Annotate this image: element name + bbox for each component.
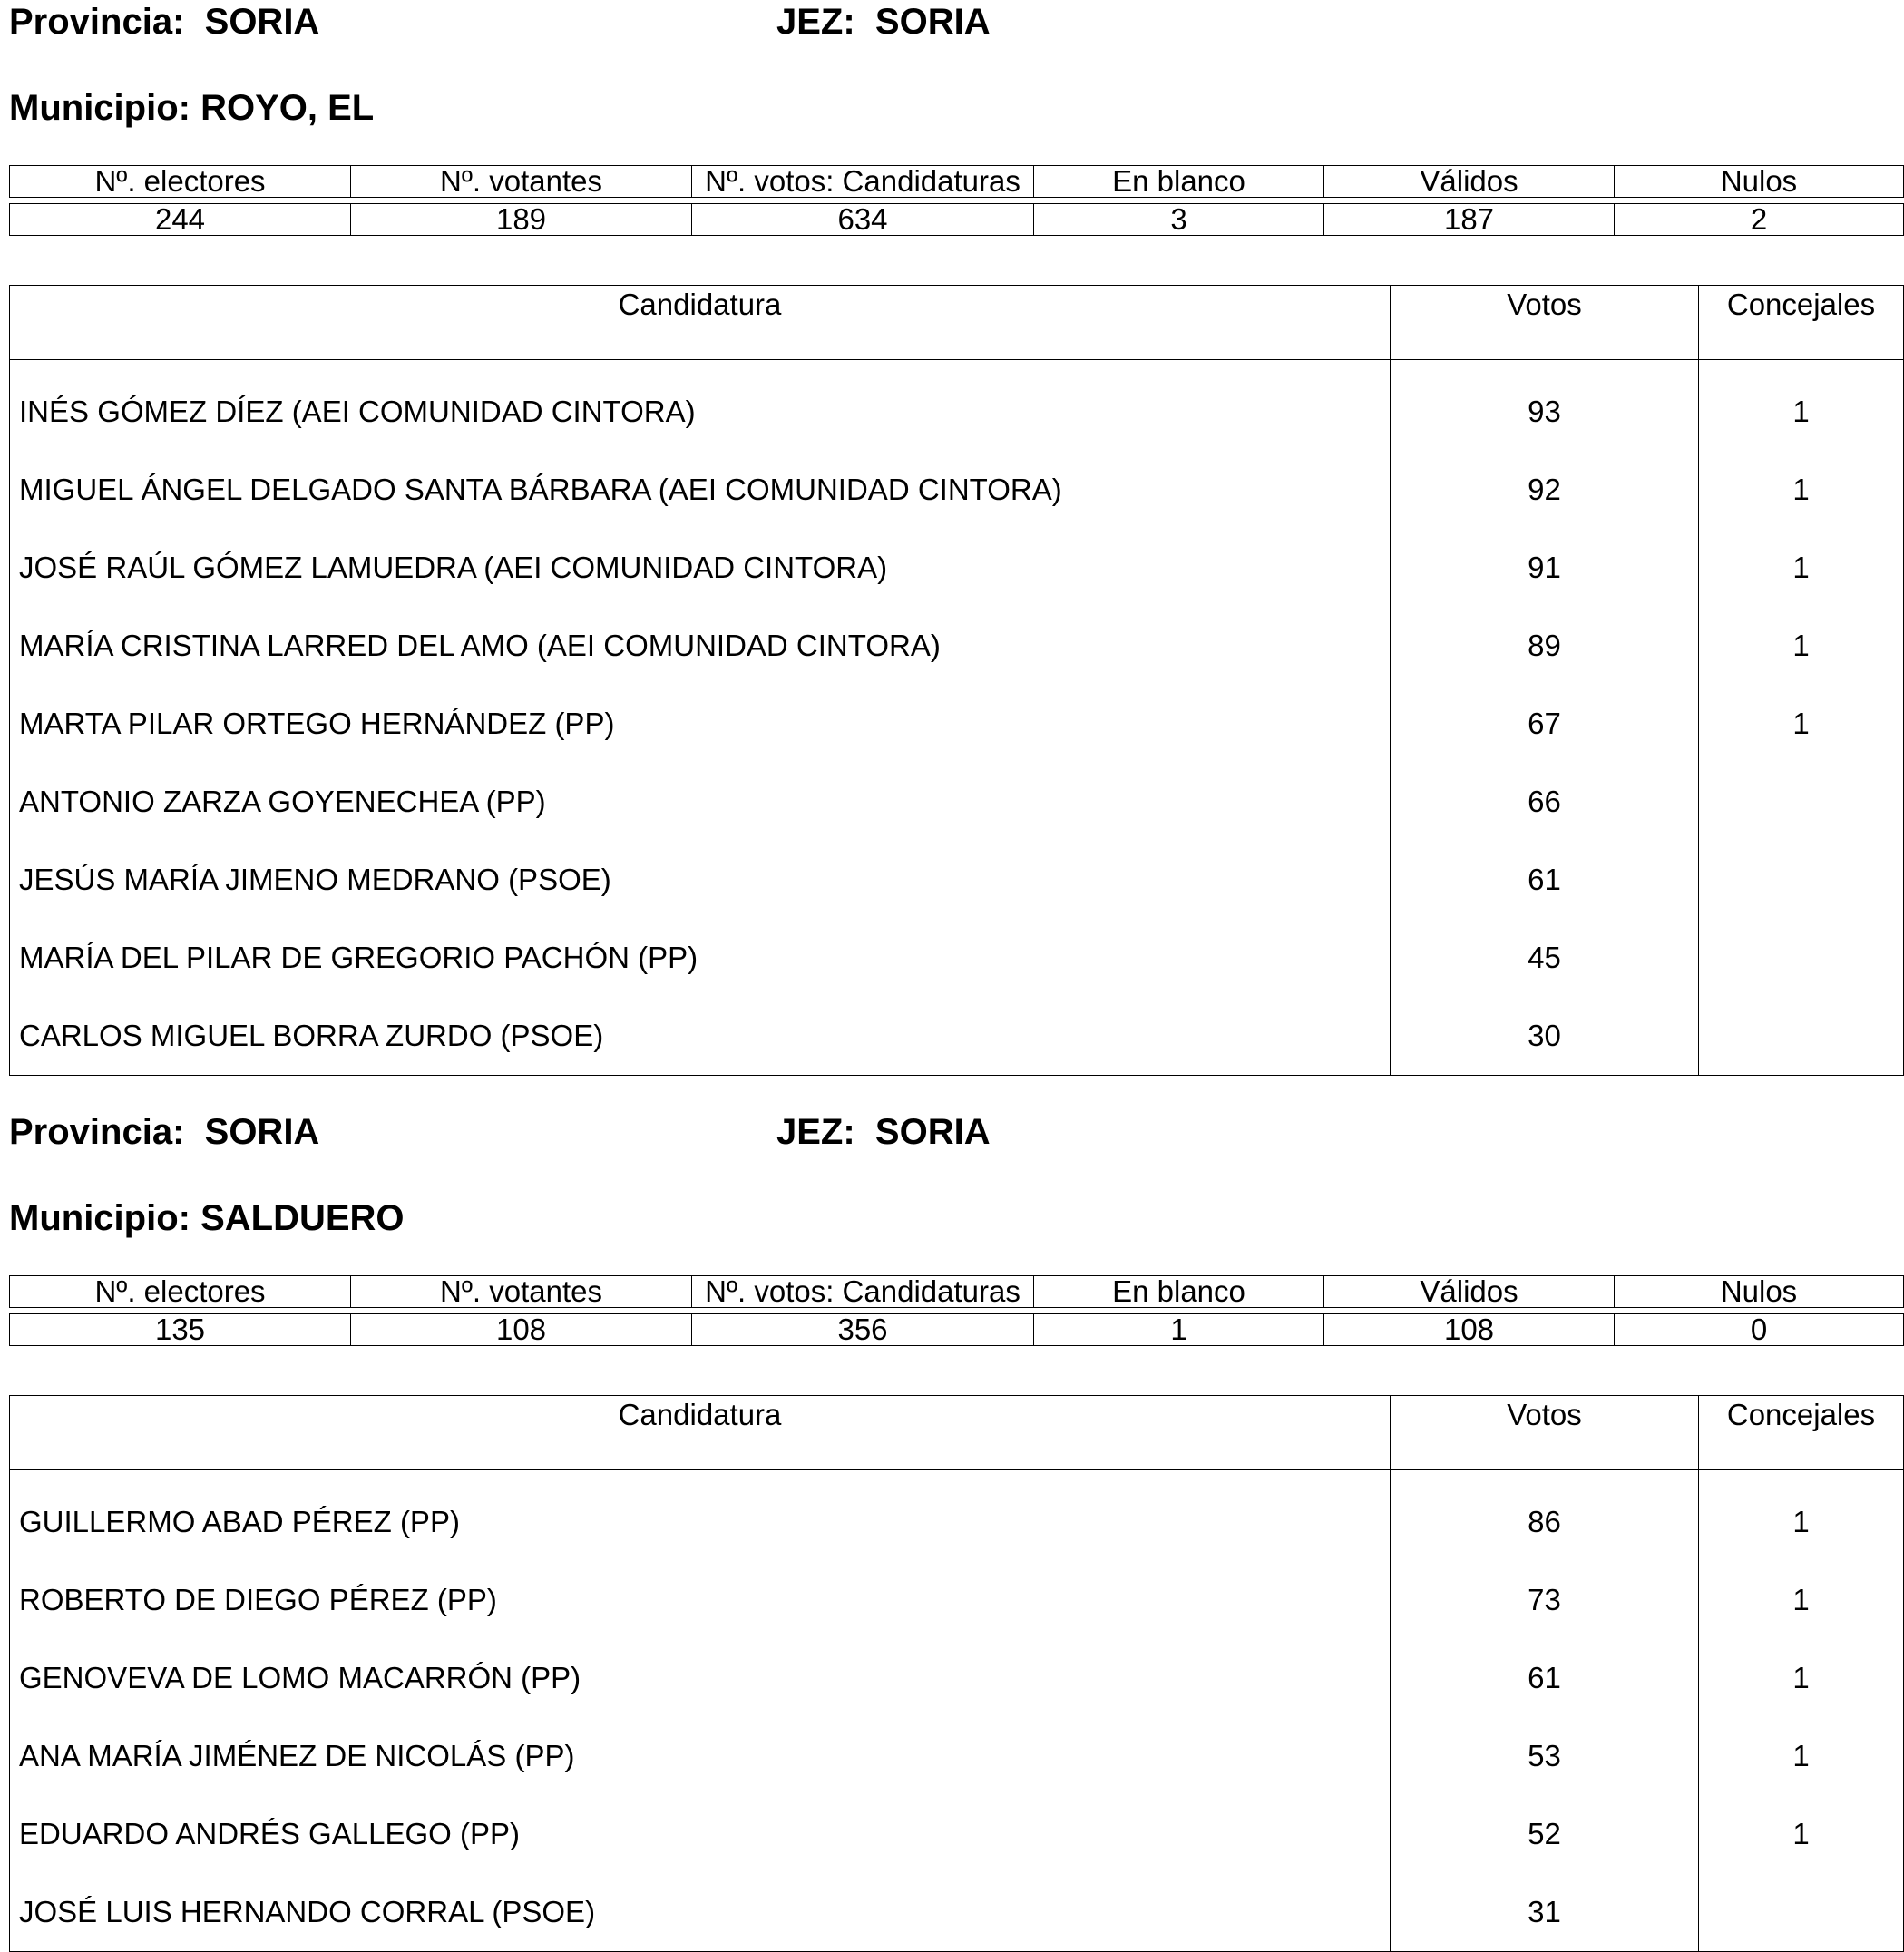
candidate-row — [10, 1795, 1904, 1873]
summary-value-row — [10, 1314, 1904, 1346]
candidates-table — [9, 285, 1904, 1076]
candidate-name: INÉS GÓMEZ DÍEZ (AEI COMUNIDAD CINTORA) — [19, 395, 696, 428]
municipio-label: Municipio: — [9, 1198, 190, 1238]
candidate-name: JESÚS MARÍA JIMENO MEDRANO (PSOE) — [19, 863, 611, 896]
candidate-name: GENOVEVA DE LOMO MACARRÓN (PP) — [19, 1661, 581, 1694]
value-en-blanco: 1 — [1034, 1314, 1324, 1346]
header-concejales: Concejales — [1699, 286, 1904, 360]
jez-header — [776, 1110, 991, 1154]
candidate-name: GUILLERMO ABAD PÉREZ (PP) — [19, 1505, 460, 1538]
value-votantes: 189 — [351, 204, 692, 236]
header-votos-candidaturas: Nº. votos: Candidaturas — [692, 166, 1034, 198]
jez-header — [776, 0, 991, 44]
jez-label: JEZ: — [776, 2, 855, 42]
candidate-row — [10, 1470, 1904, 1562]
header-concejales: Concejales — [1699, 1396, 1904, 1470]
candidate-votos: 31 — [1391, 1873, 1699, 1952]
header-votos: Votos — [1391, 1396, 1699, 1470]
candidate-concejales — [1699, 763, 1904, 841]
candidate-votos: 89 — [1391, 607, 1699, 685]
value-nulos: 0 — [1615, 1314, 1904, 1346]
candidate-name: ROBERTO DE DIEGO PÉREZ (PP) — [19, 1583, 497, 1616]
header-en-blanco: En blanco — [1034, 1276, 1324, 1308]
candidate-votos: 93 — [1391, 360, 1699, 452]
municipio-header — [9, 86, 374, 130]
value-votantes: 108 — [351, 1314, 692, 1346]
candidate-name: MARÍA DEL PILAR DE GREGORIO PACHÓN (PP) — [19, 941, 698, 974]
candidate-concejales: 1 — [1699, 1795, 1904, 1873]
candidate-votos: 91 — [1391, 529, 1699, 607]
candidate-concejales: 1 — [1699, 1717, 1904, 1795]
candidates-table — [9, 1395, 1904, 1952]
candidates-header-row — [10, 286, 1904, 360]
candidate-name: MIGUEL ÁNGEL DELGADO SANTA BÁRBARA (AEI COMUNIDAD CINTORA) — [19, 473, 1062, 506]
header-votos-candidaturas: Nº. votos: Candidaturas — [692, 1276, 1034, 1308]
header-votantes: Nº. votantes — [351, 1276, 692, 1308]
candidate-row — [10, 360, 1904, 452]
header-nulos: Nulos — [1615, 166, 1904, 198]
summary-header-row — [10, 166, 1904, 198]
candidate-row — [10, 1717, 1904, 1795]
candidate-row — [10, 919, 1904, 997]
candidate-votos: 45 — [1391, 919, 1699, 997]
gap-cell — [10, 198, 1904, 204]
candidate-votos: 53 — [1391, 1717, 1699, 1795]
candidate-row — [10, 841, 1904, 919]
provincia-label: Provincia: — [9, 2, 185, 42]
provincia-label: Provincia: — [9, 1112, 185, 1152]
jez-value: SORIA — [874, 2, 991, 42]
candidate-votos: 52 — [1391, 1795, 1699, 1873]
municipio-value: SALDUERO — [200, 1198, 405, 1238]
candidate-concejales: 1 — [1699, 607, 1904, 685]
candidate-votos: 61 — [1391, 841, 1699, 919]
candidate-votos: 67 — [1391, 685, 1699, 763]
municipio-header — [9, 1196, 405, 1240]
candidate-votos: 66 — [1391, 763, 1699, 841]
provincia-value: SORIA — [204, 1112, 320, 1152]
provincia-header — [9, 0, 319, 44]
candidate-name: MARÍA CRISTINA LARRED DEL AMO (AEI COMUNIDAD CINTORA) — [19, 629, 941, 662]
header-validos: Válidos — [1324, 166, 1615, 198]
header-nulos: Nulos — [1615, 1276, 1904, 1308]
candidate-concejales: 1 — [1699, 685, 1904, 763]
summary-table — [9, 165, 1904, 236]
header-votantes: Nº. votantes — [351, 166, 692, 198]
candidate-concejales: 1 — [1699, 1561, 1904, 1639]
candidate-concejales — [1699, 997, 1904, 1076]
candidate-row — [10, 1639, 1904, 1717]
candidate-concejales: 1 — [1699, 360, 1904, 452]
summary-gap — [10, 198, 1904, 204]
header-votos: Votos — [1391, 286, 1699, 360]
candidate-votos: 86 — [1391, 1470, 1699, 1562]
candidate-row — [10, 1561, 1904, 1639]
header-validos: Válidos — [1324, 1276, 1615, 1308]
provincia-value: SORIA — [204, 2, 320, 42]
candidate-name: JOSÉ LUIS HERNANDO CORRAL (PSOE) — [19, 1895, 596, 1928]
provincia-header — [9, 1110, 319, 1154]
candidate-votos: 30 — [1391, 997, 1699, 1076]
municipality-section-salduero — [9, 1110, 1903, 1940]
gap-cell — [10, 1308, 1904, 1314]
header-candidatura: Candidatura — [10, 286, 1391, 360]
candidate-row — [10, 685, 1904, 763]
municipio-label: Municipio: — [9, 88, 190, 128]
header-electores: Nº. electores — [10, 166, 351, 198]
municipio-value: ROYO, EL — [200, 88, 375, 128]
header-electores: Nº. electores — [10, 1276, 351, 1308]
candidate-votos: 92 — [1391, 451, 1699, 529]
value-electores: 135 — [10, 1314, 351, 1346]
candidate-name: ANA MARÍA JIMÉNEZ DE NICOLÁS (PP) — [19, 1739, 575, 1772]
jez-value: SORIA — [874, 1112, 991, 1152]
value-electores: 244 — [10, 204, 351, 236]
value-en-blanco: 3 — [1034, 204, 1324, 236]
candidate-concejales: 1 — [1699, 529, 1904, 607]
candidate-votos: 61 — [1391, 1639, 1699, 1717]
candidate-row — [10, 763, 1904, 841]
summary-header-row — [10, 1276, 1904, 1308]
value-validos: 187 — [1324, 204, 1615, 236]
header-candidatura: Candidatura — [10, 1396, 1391, 1470]
candidate-row — [10, 997, 1904, 1076]
candidate-concejales: 1 — [1699, 451, 1904, 529]
candidate-name: EDUARDO ANDRÉS GALLEGO (PP) — [19, 1817, 520, 1850]
candidate-concejales: 1 — [1699, 1639, 1904, 1717]
candidate-name: JOSÉ RAÚL GÓMEZ LAMUEDRA (AEI COMUNIDAD CINTORA) — [19, 551, 888, 584]
header-en-blanco: En blanco — [1034, 166, 1324, 198]
municipality-section-royo — [9, 0, 1903, 1066]
summary-table — [9, 1275, 1904, 1346]
candidate-name: CARLOS MIGUEL BORRA ZURDO (PSOE) — [19, 1019, 604, 1052]
candidate-name: MARTA PILAR ORTEGO HERNÁNDEZ (PP) — [19, 707, 615, 740]
value-validos: 108 — [1324, 1314, 1615, 1346]
candidate-concejales — [1699, 841, 1904, 919]
summary-gap — [10, 1308, 1904, 1314]
candidate-concejales: 1 — [1699, 1470, 1904, 1562]
candidate-name: ANTONIO ZARZA GOYENECHEA (PP) — [19, 785, 546, 818]
candidate-votos: 73 — [1391, 1561, 1699, 1639]
candidate-row — [10, 529, 1904, 607]
candidates-header-row — [10, 1396, 1904, 1470]
summary-value-row — [10, 204, 1904, 236]
value-votos-candidaturas: 634 — [692, 204, 1034, 236]
candidate-row — [10, 607, 1904, 685]
jez-label: JEZ: — [776, 1112, 855, 1152]
candidate-concejales — [1699, 919, 1904, 997]
value-nulos: 2 — [1615, 204, 1904, 236]
candidate-row — [10, 451, 1904, 529]
value-votos-candidaturas: 356 — [692, 1314, 1034, 1346]
